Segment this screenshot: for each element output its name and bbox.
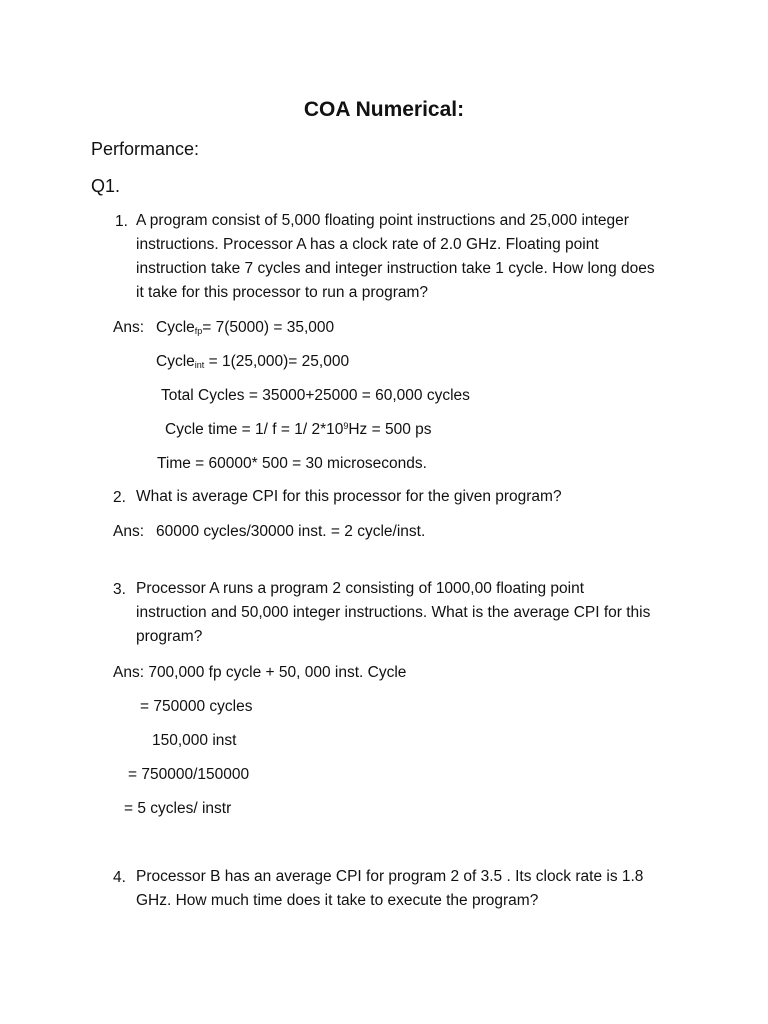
answer-line-cycle-fp — [156, 320, 334, 336]
question-line: it take for this processor to run a program? — [136, 284, 429, 301]
exponent: 9 — [343, 421, 349, 431]
answer-text: 60000 cycles/30000 inst. = 2 cycle/inst. — [156, 523, 426, 540]
question-line: program? — [136, 628, 203, 645]
question-text — [136, 209, 655, 305]
question-line: instructions. Processor A has a clock rate of 2.0 GHz. Floating point — [136, 236, 599, 253]
answer-label: Ans: — [113, 319, 145, 336]
answer-line-cycle-int — [156, 354, 349, 370]
question-number: 4. — [113, 869, 126, 886]
cycle-value: = 1(25,000)= 25,000 — [204, 353, 350, 370]
page-title: COA Numerical: — [303, 98, 465, 121]
question-text — [136, 485, 562, 509]
answer-line: = 750000 cycles — [140, 698, 253, 715]
question-text — [136, 865, 643, 913]
answer-line-total: Total Cycles = 35000+25000 = 60,000 cycles — [161, 387, 470, 404]
answer-line-cycle-time — [165, 422, 432, 438]
answer-line-time: Time = 60000* 500 = 30 microseconds. — [157, 455, 427, 472]
question-text — [136, 577, 650, 649]
cycle-time-result: Hz = 500 ps — [348, 421, 432, 438]
cycle-value: = 7(5000) = 35,000 — [202, 319, 335, 336]
answer-line: Ans: 700,000 fp cycle + 50, 000 inst. Cycle — [113, 664, 407, 681]
cycle-name: Cycle — [156, 319, 195, 336]
question-number: 3. — [113, 581, 126, 598]
cycle-subscript: fp — [194, 326, 203, 336]
cycle-time-expression: Cycle time = 1/ f = 1/ 2*10 — [165, 421, 344, 438]
section-heading: Performance: — [91, 139, 200, 159]
answer-line: = 750000/150000 — [128, 766, 250, 783]
question-line: What is average CPI for this processor for the given program? — [136, 488, 562, 505]
answer-line: 150,000 inst — [152, 732, 237, 749]
question-number: 1. — [115, 213, 128, 230]
question-line: GHz. How much time does it take to execute the program? — [136, 892, 539, 909]
question-line: instruction take 7 cycles and integer instruction take 1 cycle. How long does — [136, 260, 655, 277]
question-line: Processor A runs a program 2 consisting of 1000,00 floating point — [136, 580, 585, 597]
cycle-name: Cycle — [156, 353, 195, 370]
answer-line: = 5 cycles/ instr — [124, 800, 232, 817]
cycle-subscript: int — [194, 360, 205, 370]
question-line: A program consist of 5,000 floating point instructions and 25,000 integer — [136, 212, 629, 229]
answer-label: Ans: — [113, 523, 145, 540]
question-line: instruction and 50,000 integer instructions. What is the average CPI for this — [136, 604, 651, 621]
subsection-heading: Q1. — [91, 176, 121, 196]
question-line: Processor B has an average CPI for program 2 of 3.5 . Its clock rate is 1.8 — [136, 868, 644, 885]
question-number: 2. — [113, 489, 126, 506]
